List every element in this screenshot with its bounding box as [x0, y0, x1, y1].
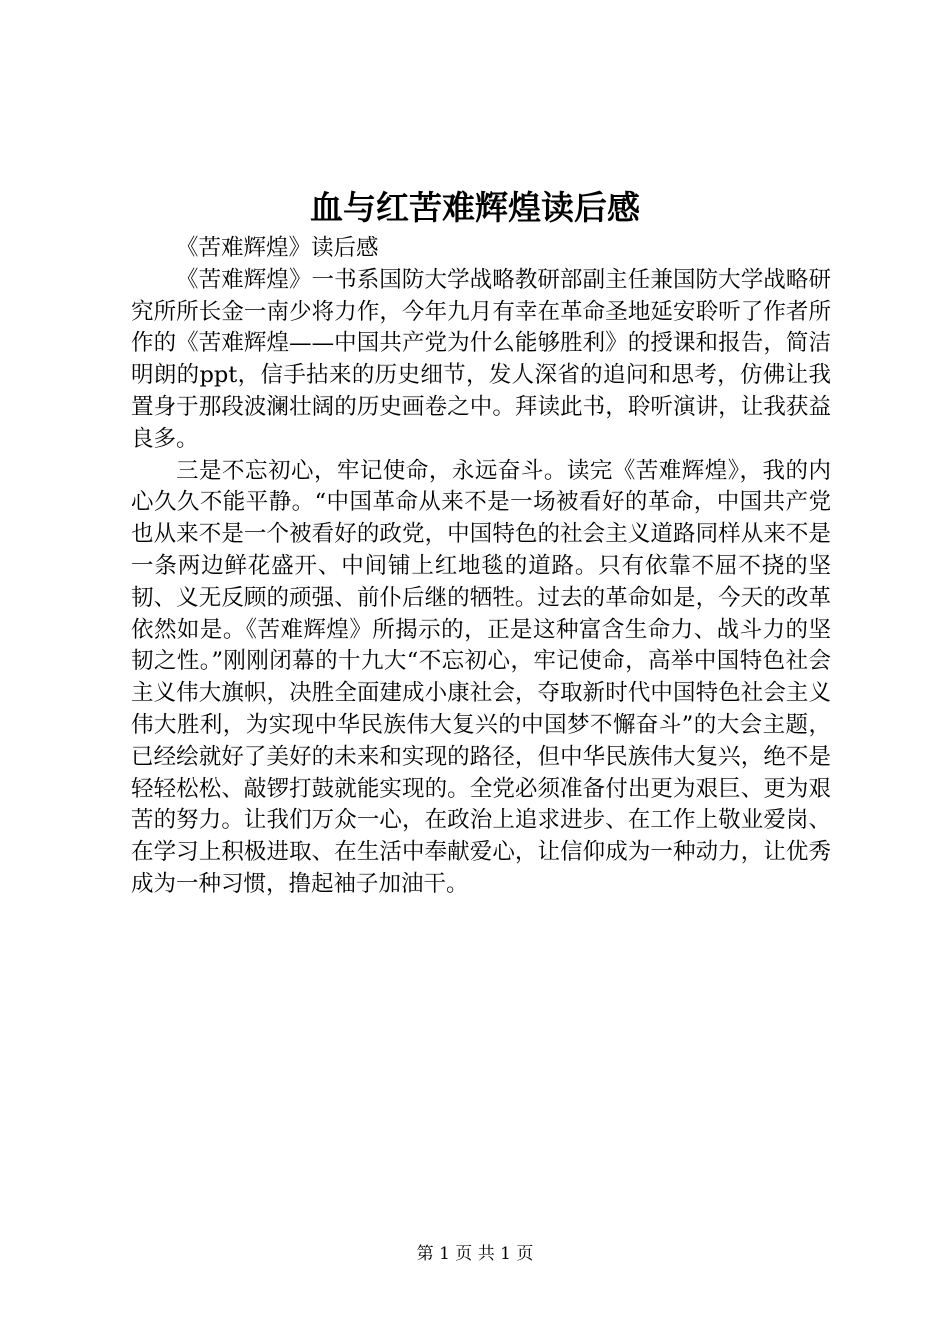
document-body [131, 233, 831, 901]
paragraph-intro: 《苦难辉煌》一书系国防大学战略教研部副主任兼国防大学战略研究所所长金一南少将力作，今年九月有幸在革命圣地延安聆听了作者所作的《苦难辉煌——中国共产党为什么能够胜利》的授课和报告，简洁明朗的ppt，信手拈来的历史细节，发人深省的追问和思考，仿佛让我置身于那段波澜壮阔的历史画卷之中。拜读此书，聆听演讲，让我获益良多。 [131, 266, 831, 452]
paragraph-subtitle: 《苦难辉煌》读后感 [176, 235, 379, 261]
document-title: 血与红苦难辉煌读后感 [310, 188, 640, 227]
page-number-footer: 第 1 页 共 1 页 [416, 1244, 534, 1264]
paragraph-point-three: 三是不忘初心，牢记使命，永远奋斗。读完《苦难辉煌》，我的内心久久不能平静。“中国革命从来不是一场被看好的革命，中国共产党也从来不是一个被看好的政党，中国特色的社会主义道路同样从来不是一条两边鲜花盛开、中间铺上红地毯的道路。只有依靠不屈不挠的坚韧、义无反顾的顽强、前仆后继的牺牲。过去的革命如是，今天的改革依然如是。《苦难辉煌》所揭示的，正是这种富含生命力、战斗力的坚韧之性。”刚刚闭幕的十九大“不忘初心，牢记使命，高举中国特色社会主义伟大旗帜，决胜全面建成小康社会，夺取新时代中国特色社会主义伟大胜利，为实现中华民族伟大复兴的中国梦不懈奋斗”的大会主题，已经绘就好了美好的未来和实现的路径，但中华民族伟大复兴，绝不是轻轻松松、敲锣打鼓就能实现的。全党必须准备付出更为艰巨、更为艰苦的努力。让我们万众一心，在政治上追求进步、在工作上敬业爱岗、在学习上积极进取、在生活中奉献爱心，让信仰成为一种动力，让优秀成为一种习惯，撸起袖子加油干。 [131, 457, 831, 897]
